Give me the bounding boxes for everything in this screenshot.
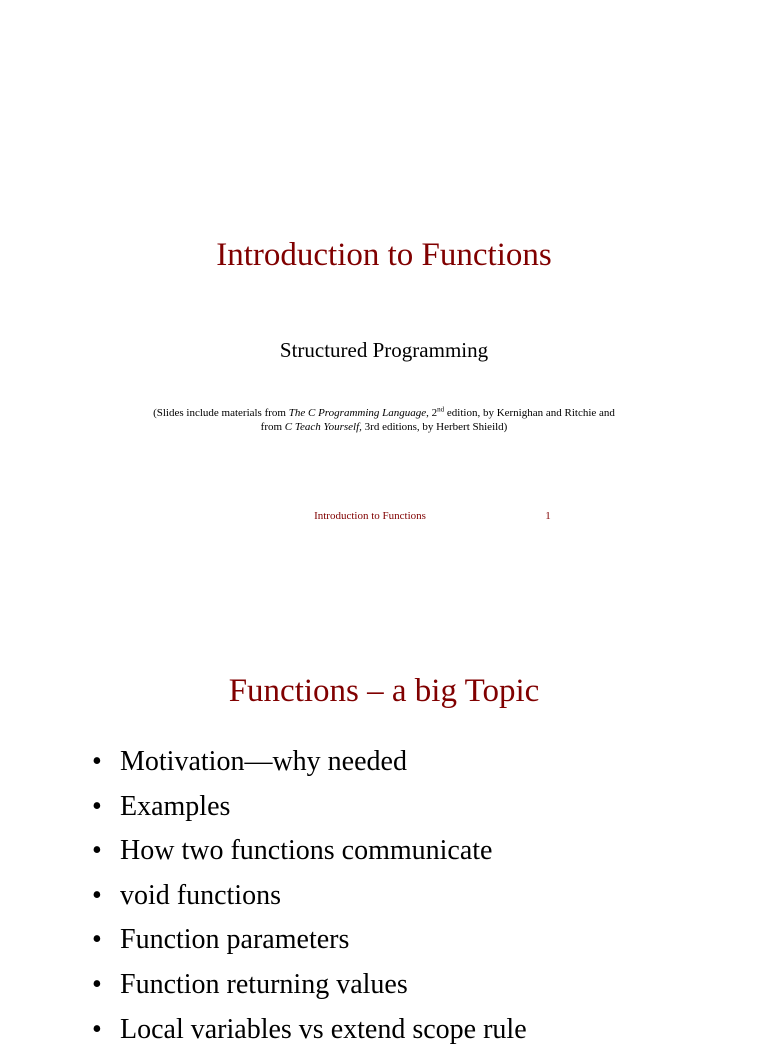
bullet-text: void functions [120, 879, 281, 911]
credits-text: (Slides include materials from [153, 407, 289, 419]
book-title: C Teach Yourself, [284, 421, 362, 433]
bullet-glyph: • [92, 790, 102, 822]
bullet-text: Motivation—why needed [120, 746, 407, 777]
bullet-item [92, 1008, 527, 1052]
bullet-item [92, 874, 527, 919]
slide-footer-title: Introduction to Functions [314, 510, 426, 522]
bullet-item [92, 963, 527, 1008]
bullet-text: Function returning values [120, 968, 408, 1000]
credits-note [60, 406, 708, 434]
book-title: The C Programming Language [288, 407, 427, 419]
credits-text: edition, by Kernighan and Ritchie and [444, 407, 615, 419]
slide-2 [0, 600, 768, 1045]
bullet-text: Local variables vs extend scope rule [120, 1013, 527, 1045]
bullet-text: How two functions communicate [120, 835, 493, 867]
slide-title: Functions – a big Topic [228, 673, 540, 709]
bullet-glyph: • [92, 1013, 102, 1045]
credits-line-1 [60, 406, 708, 420]
slide-subtitle: Structured Programming [279, 338, 489, 362]
credits-text: 3rd editions, by Herbert Shieild) [361, 421, 508, 433]
bullet-item [92, 829, 527, 874]
credits-line-2 [60, 420, 708, 434]
bullet-glyph: • [92, 968, 102, 1000]
credits-text: , 2 [426, 407, 438, 419]
credits-text: from [260, 421, 285, 433]
bullet-glyph: • [92, 835, 102, 867]
slide-page-number: 1 [545, 510, 551, 522]
bullet-text: Examples [120, 790, 231, 822]
slide-title: Introduction to Functions [216, 237, 552, 273]
edition-superscript: nd [437, 405, 445, 414]
bullet-glyph: • [92, 924, 102, 956]
bullet-item [92, 785, 527, 830]
bullet-item [92, 918, 527, 963]
bullet-glyph: • [92, 879, 102, 911]
bullet-item [92, 740, 527, 785]
bullet-glyph: • [92, 746, 102, 777]
bullet-text: Function parameters [120, 924, 350, 956]
bullet-list [92, 740, 527, 1052]
